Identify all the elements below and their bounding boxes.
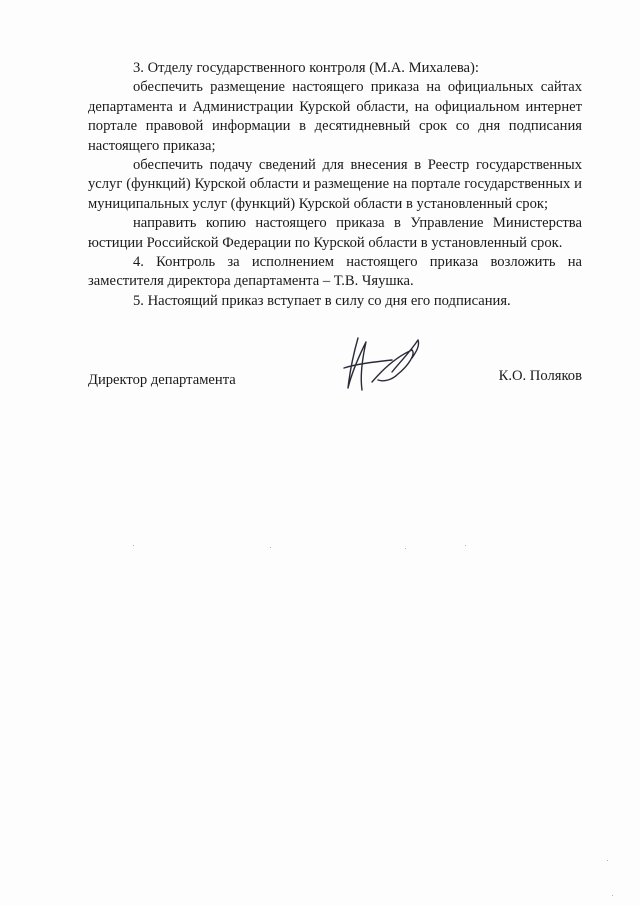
scan-speck — [270, 547, 271, 548]
scan-speck — [405, 548, 406, 549]
scan-speck — [133, 545, 134, 546]
paragraph-item-3-registry: обеспечить подачу сведений для внесения в Реестр государственных услуг (функций) Курской области и размещение на портале государственных и муниципальных услуг (функций) Курской области в установленный срок; — [88, 157, 582, 212]
signature-block — [88, 368, 582, 392]
paragraph-item-3-ministry: направить копию настоящего приказа в Управление Министерства юстиции Российской Федерации по Курской области в установленный срок. — [88, 215, 582, 251]
paragraph-item-3-publish: обеспечить размещение настоящего приказа на официальных сайтах департамента и Администрации Курской области, на официальном интернет портале правовой информации в десятидневный срок со дня подписания настоящего приказа; — [88, 79, 582, 154]
paragraph-item-5: 5. Настоящий приказ вступает в силу со дня его подписания. — [133, 292, 511, 309]
paragraph-item-3: 3. Отделу государственного контроля (М.А. Михалева): — [133, 60, 479, 76]
scan-speck — [607, 860, 608, 861]
document-body — [88, 59, 582, 311]
signer-title: Директор департамента — [88, 372, 236, 388]
scan-speck — [612, 895, 613, 896]
paragraph-item-4: 4. Контроль за исполнением настоящего приказа возложить на заместителя директора департамента – Т.В. Чяушка. — [88, 254, 582, 290]
scan-speck — [465, 545, 466, 546]
signer-name: К.О. Поляков — [498, 368, 582, 384]
